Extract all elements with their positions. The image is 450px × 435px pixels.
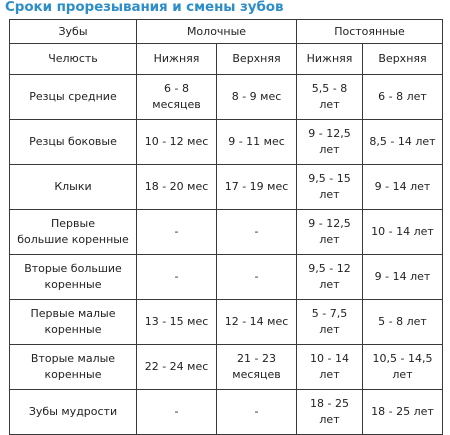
cell-text-line: Первые малые: [30, 307, 116, 320]
table-row: [10, 255, 443, 300]
cell-text-line: 9,5 - 15: [308, 172, 351, 185]
milk-upper-cell: [217, 75, 297, 120]
cell-text-line: Вторые малые: [30, 352, 116, 365]
milk-lower-cell: [137, 120, 217, 165]
table-row: [10, 210, 443, 255]
cell-text-line: лет: [319, 143, 340, 156]
cell-text-line: Вторые большие: [24, 262, 122, 275]
teeth-eruption-table: [9, 19, 443, 435]
perm-upper-cell: [363, 210, 443, 255]
milk-upper-cell: [217, 390, 297, 435]
tooth-name-cell: [10, 300, 137, 345]
cell-text-line: 5 - 7,5: [311, 307, 348, 320]
tooth-name-cell: [10, 210, 137, 255]
cell-text-line: 10 - 14: [310, 352, 349, 365]
cell-text-line: 18 - 25: [310, 397, 349, 410]
cell-text-line: лет: [319, 98, 340, 111]
milk-lower-cell: [137, 75, 217, 120]
cell-text-line: большие коренные: [17, 233, 129, 246]
header-milk-upper: Верхняя: [217, 44, 297, 75]
header-teeth: Зубы: [10, 20, 137, 44]
cell-text-line: 6 - 8: [164, 82, 189, 95]
cell-text-line: коренные: [44, 368, 102, 381]
table-row: [10, 345, 443, 390]
milk-upper-cell: [217, 255, 297, 300]
cell-text-line: лет: [319, 233, 340, 246]
cell-text-line: -: [254, 270, 259, 283]
header-perm-upper: Верхняя: [363, 44, 443, 75]
perm-upper-cell: [363, 300, 443, 345]
cell-text-line: -: [254, 225, 259, 238]
perm-upper-cell: [363, 255, 443, 300]
tooth-name-cell: [10, 390, 137, 435]
perm-lower-cell: [297, 345, 363, 390]
perm-upper-cell: [363, 75, 443, 120]
cell-text-line: -: [174, 405, 179, 418]
table-row: [10, 120, 443, 165]
cell-text-line: лет: [319, 413, 340, 426]
cell-text-line: 10,5 - 14,5: [372, 352, 433, 365]
cell-text-line: коренные: [44, 323, 102, 336]
milk-lower-cell: [137, 210, 217, 255]
perm-upper-cell: [363, 120, 443, 165]
milk-lower-cell: [137, 165, 217, 210]
milk-lower-cell: [137, 255, 217, 300]
tooth-name-cell: [10, 120, 137, 165]
cell-text-line: 9,5 - 12: [308, 262, 351, 275]
cell-text-line: Резцы средние: [29, 90, 117, 103]
cell-text-line: 5,5 - 8: [311, 82, 348, 95]
cell-text-line: месяцев: [152, 98, 201, 111]
cell-text-line: 9 - 14 лет: [374, 270, 431, 283]
cell-text-line: лет: [319, 323, 340, 336]
cell-text-line: 9 - 11 мес: [228, 135, 285, 148]
milk-upper-cell: [217, 300, 297, 345]
perm-upper-cell: [363, 165, 443, 210]
cell-text-line: 22 - 24 мес: [144, 360, 209, 373]
perm-lower-cell: [297, 75, 363, 120]
cell-text-line: лет: [319, 278, 340, 291]
cell-text-line: 18 - 25 лет: [371, 405, 434, 418]
cell-text-line: 12 - 14 мес: [224, 315, 289, 328]
cell-text-line: Зубы мудрости: [28, 405, 118, 418]
perm-lower-cell: [297, 210, 363, 255]
cell-text-line: 18 - 20 мес: [144, 180, 209, 193]
table-body: [10, 75, 443, 435]
header-milk-lower: Нижняя: [137, 44, 217, 75]
cell-text-line: коренные: [44, 278, 102, 291]
cell-text-line: 9 - 14 лет: [374, 180, 431, 193]
table-row: [10, 300, 443, 345]
header-milk-teeth: Молочные: [137, 20, 297, 44]
milk-lower-cell: [137, 300, 217, 345]
cell-text-line: месяцев: [232, 368, 281, 381]
header-row-groups: [10, 20, 443, 44]
tooth-name-cell: [10, 75, 137, 120]
milk-upper-cell: [217, 345, 297, 390]
cell-text-line: -: [174, 270, 179, 283]
cell-text-line: лет: [319, 368, 340, 381]
tooth-name-cell: [10, 345, 137, 390]
header-jaw: Челюсть: [10, 44, 137, 75]
perm-lower-cell: [297, 300, 363, 345]
perm-lower-cell: [297, 165, 363, 210]
cell-text-line: 5 - 8 лет: [378, 315, 427, 328]
cell-text-line: лет: [319, 188, 340, 201]
cell-text-line: 9 - 12,5: [308, 217, 351, 230]
table-row: [10, 75, 443, 120]
cell-text-line: 13 - 15 мес: [144, 315, 209, 328]
perm-lower-cell: [297, 120, 363, 165]
perm-lower-cell: [297, 390, 363, 435]
table-row: [10, 165, 443, 210]
cell-text-line: -: [174, 225, 179, 238]
cell-text-line: 10 - 14 лет: [371, 225, 434, 238]
cell-text-line: лет: [392, 368, 413, 381]
perm-lower-cell: [297, 255, 363, 300]
cell-text-line: 21 - 23: [237, 352, 276, 365]
cell-text-line: Клыки: [54, 180, 92, 193]
header-perm-lower: Нижняя: [297, 44, 363, 75]
header-row-jaws: [10, 44, 443, 75]
page-title: Сроки прорезывания и смены зубов: [5, 0, 284, 15]
milk-lower-cell: [137, 345, 217, 390]
cell-text-line: 17 - 19 мес: [224, 180, 289, 193]
perm-upper-cell: [363, 345, 443, 390]
milk-upper-cell: [217, 210, 297, 255]
table-row: [10, 390, 443, 435]
milk-upper-cell: [217, 165, 297, 210]
cell-text-line: Первые: [51, 217, 95, 230]
tooth-name-cell: [10, 165, 137, 210]
cell-text-line: -: [254, 405, 259, 418]
milk-upper-cell: [217, 120, 297, 165]
perm-upper-cell: [363, 390, 443, 435]
cell-text-line: Резцы боковые: [29, 135, 117, 148]
cell-text-line: 8 - 9 мес: [231, 90, 282, 103]
cell-text-line: 10 - 12 мес: [144, 135, 209, 148]
tooth-name-cell: [10, 255, 137, 300]
milk-lower-cell: [137, 390, 217, 435]
cell-text-line: 6 - 8 лет: [378, 90, 427, 103]
cell-text-line: 8,5 - 14 лет: [369, 135, 436, 148]
header-permanent-teeth: Постоянные: [297, 20, 443, 44]
cell-text-line: 9 - 12,5: [308, 127, 351, 140]
